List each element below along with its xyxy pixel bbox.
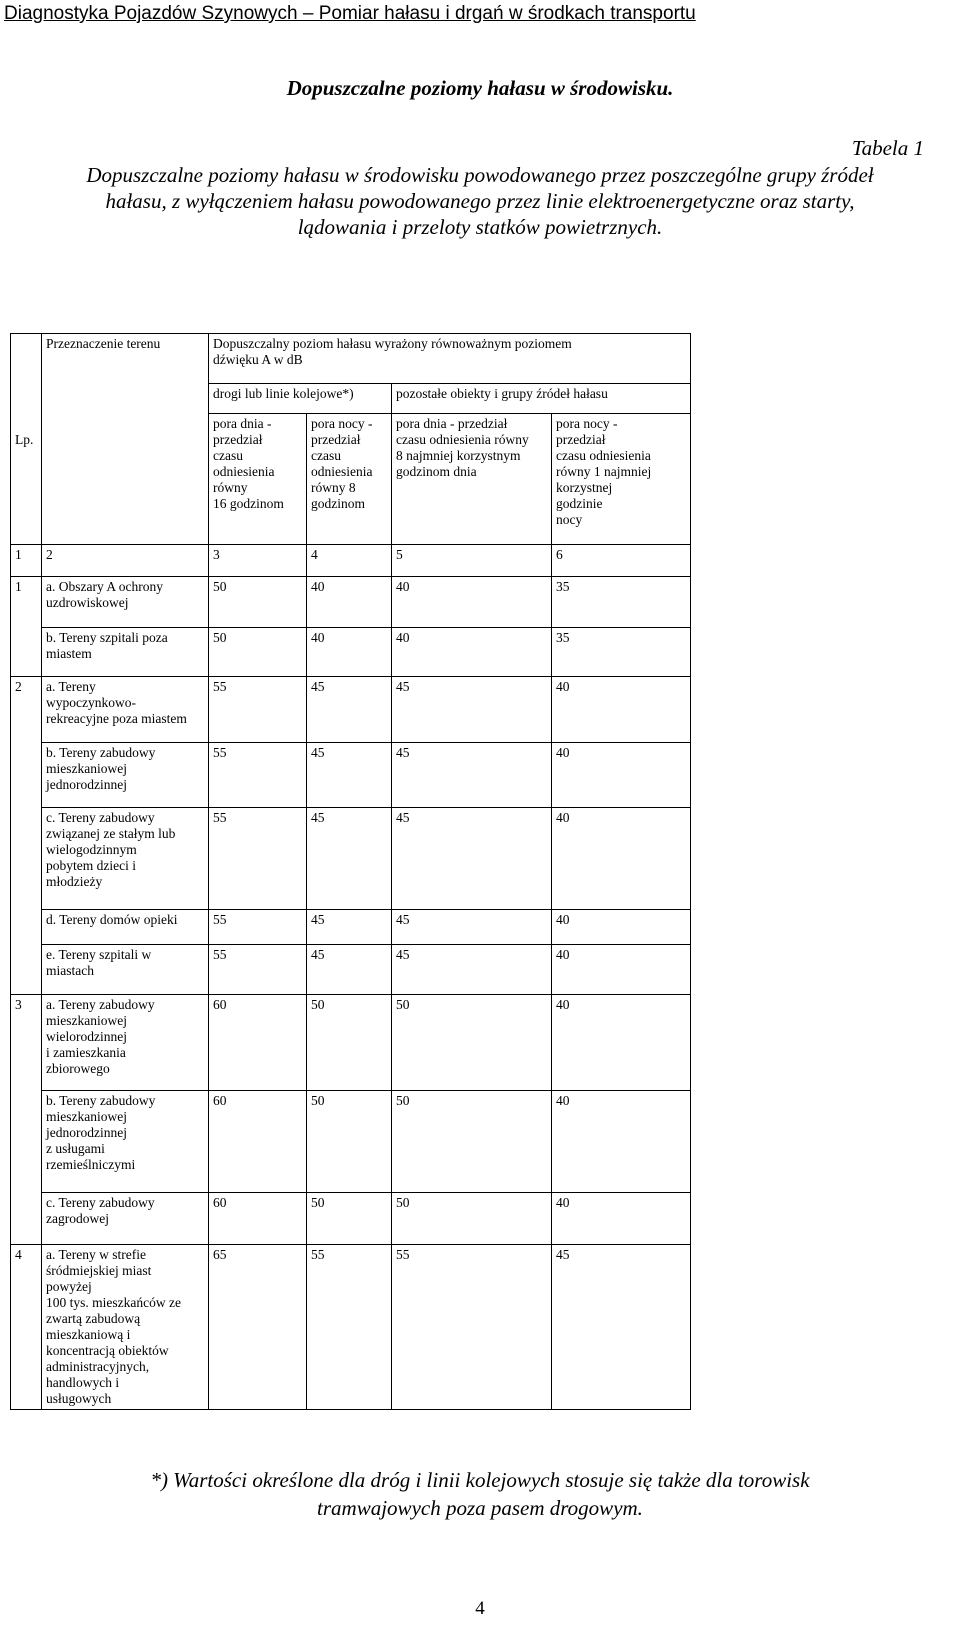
row-night-other: 40 xyxy=(552,995,691,1091)
table-row xyxy=(11,677,691,743)
column-number: 4 xyxy=(307,545,392,577)
header-col-3: pora dnia - przedział czasu odniesienia równy 16 godzinom xyxy=(209,414,307,545)
row-day-roads: 55 xyxy=(209,808,307,910)
row-day-other: 45 xyxy=(392,677,552,743)
table-number: Tabela 1 xyxy=(851,136,924,160)
row-day-roads: 50 xyxy=(209,577,307,628)
row-lp xyxy=(11,1193,42,1245)
row-lp: 4 xyxy=(11,1245,42,1410)
row-night-other: 45 xyxy=(552,1245,691,1410)
row-land-use: b. Tereny szpitali poza miastem xyxy=(42,628,209,677)
row-night-roads: 45 xyxy=(307,808,392,910)
table-row xyxy=(11,743,691,808)
caption-line: Dopuszczalne poziomy hałasu w środowisku powodowanego przez poszczególne grupy źródeł xyxy=(86,163,874,187)
row-night-other: 40 xyxy=(552,910,691,945)
row-land-use: a. Tereny wypoczynkowo- rekreacyjne poza miastem xyxy=(42,677,209,743)
footnote xyxy=(0,1466,960,1522)
header-level-title: Dopuszczalny poziom hałasu wyrażony równoważnym poziomem dźwięku A w dB xyxy=(209,334,691,384)
row-land-use: a. Tereny zabudowy mieszkaniowej wielorodzinnej i zamieszkania zbiorowego xyxy=(42,995,209,1091)
column-number: 2 xyxy=(42,545,209,577)
row-night-roads: 50 xyxy=(307,1193,392,1245)
row-day-other: 45 xyxy=(392,945,552,995)
header-row xyxy=(11,334,691,384)
row-lp xyxy=(11,910,42,945)
row-lp: 3 xyxy=(11,995,42,1091)
row-day-other: 40 xyxy=(392,577,552,628)
row-land-use: c. Tereny zabudowy zagrodowej xyxy=(42,1193,209,1245)
row-day-other: 45 xyxy=(392,808,552,910)
footnote-line: *) Wartości określone dla dróg i linii kolejowych stosuje się także dla torowisk xyxy=(150,1468,810,1492)
row-night-roads: 50 xyxy=(307,995,392,1091)
footnote-line: tramwajowych poza pasem drogowym. xyxy=(317,1496,643,1520)
row-lp xyxy=(11,1091,42,1193)
row-day-other: 55 xyxy=(392,1245,552,1410)
table-row xyxy=(11,1193,691,1245)
table-row xyxy=(11,1245,691,1410)
table-row xyxy=(11,577,691,628)
row-night-roads: 45 xyxy=(307,945,392,995)
table-row xyxy=(11,945,691,995)
row-lp xyxy=(11,628,42,677)
row-lp xyxy=(11,743,42,808)
row-day-other: 50 xyxy=(392,995,552,1091)
page-number: 4 xyxy=(475,1598,485,1619)
row-land-use: b. Tereny zabudowy mieszkaniowej jednorodzinnej z usługami rzemieślniczymi xyxy=(42,1091,209,1193)
row-night-other: 40 xyxy=(552,743,691,808)
row-day-roads: 60 xyxy=(209,1193,307,1245)
header-group-roads: drogi lub linie kolejowe*) xyxy=(209,384,392,414)
row-night-other: 40 xyxy=(552,677,691,743)
row-night-roads: 45 xyxy=(307,910,392,945)
row-day-roads: 55 xyxy=(209,743,307,808)
header-lp: Lp. xyxy=(11,334,42,545)
row-day-other: 50 xyxy=(392,1091,552,1193)
row-night-other: 40 xyxy=(552,1091,691,1193)
row-day-roads: 60 xyxy=(209,1091,307,1193)
column-number: 3 xyxy=(209,545,307,577)
row-day-roads: 65 xyxy=(209,1245,307,1410)
noise-limits-table xyxy=(10,333,691,1410)
table-row xyxy=(11,995,691,1091)
header-group-other: pozostałe obiekty i grupy źródeł hałasu xyxy=(392,384,691,414)
header-col-5: pora dnia - przedział czasu odniesienia równy 8 najmniej korzystnym godzinom dnia xyxy=(392,414,552,545)
table-caption xyxy=(0,162,960,240)
row-day-other: 40 xyxy=(392,628,552,677)
row-night-roads: 50 xyxy=(307,1091,392,1193)
row-lp: 2 xyxy=(11,677,42,743)
row-land-use: b. Tereny zabudowy mieszkaniowej jednorodzinnej xyxy=(42,743,209,808)
row-day-roads: 50 xyxy=(209,628,307,677)
table-row xyxy=(11,910,691,945)
row-land-use: e. Tereny szpitali w miastach xyxy=(42,945,209,995)
row-day-other: 45 xyxy=(392,910,552,945)
header-col-4: pora nocy - przedział czasu odniesienia równy 8 godzinom xyxy=(307,414,392,545)
row-night-other: 40 xyxy=(552,945,691,995)
row-land-use: d. Tereny domów opieki xyxy=(42,910,209,945)
caption-line: hałasu, z wyłączeniem hałasu powodowanego przez linie elektroenergetyczne oraz starty, xyxy=(105,189,855,213)
row-day-roads: 55 xyxy=(209,945,307,995)
row-lp: 1 xyxy=(11,577,42,628)
column-number: 6 xyxy=(552,545,691,577)
running-header-text: Diagnostyka Pojazdów Szynowych – Pomiar hałasu i drgań w środkach transportu xyxy=(4,3,696,24)
row-day-roads: 55 xyxy=(209,677,307,743)
row-night-roads: 40 xyxy=(307,577,392,628)
running-header xyxy=(4,2,956,26)
row-day-other: 50 xyxy=(392,1193,552,1245)
row-night-roads: 45 xyxy=(307,677,392,743)
row-day-roads: 60 xyxy=(209,995,307,1091)
document-title: Dopuszczalne poziomy hałasu w środowisku. xyxy=(286,76,674,100)
row-day-roads: 55 xyxy=(209,910,307,945)
row-night-roads: 45 xyxy=(307,743,392,808)
row-lp xyxy=(11,808,42,910)
table-row xyxy=(11,628,691,677)
row-night-roads: 40 xyxy=(307,628,392,677)
column-number: 1 xyxy=(11,545,42,577)
row-night-other: 35 xyxy=(552,577,691,628)
column-number: 5 xyxy=(392,545,552,577)
row-night-other: 40 xyxy=(552,808,691,910)
row-land-use: a. Tereny w strefie śródmiejskiej miast powyżej 100 tys. mieszkańców ze zwartą zabudową mieszkaniową i koncentracją obiektów administracyjnych, handlowych i usługowych xyxy=(42,1245,209,1410)
column-number-row xyxy=(11,545,691,577)
row-night-roads: 55 xyxy=(307,1245,392,1410)
row-night-other: 35 xyxy=(552,628,691,677)
row-night-other: 40 xyxy=(552,1193,691,1245)
row-land-use: a. Obszary A ochrony uzdrowiskowej xyxy=(42,577,209,628)
table-row xyxy=(11,1091,691,1193)
table-row xyxy=(11,808,691,910)
header-land-use: Przeznaczenie terenu xyxy=(42,334,209,545)
row-day-other: 45 xyxy=(392,743,552,808)
row-land-use: c. Tereny zabudowy związanej ze stałym lub wielogodzinnym pobytem dzieci i młodzieży xyxy=(42,808,209,910)
row-lp xyxy=(11,945,42,995)
caption-line: lądowania i przeloty statków powietrznych. xyxy=(297,215,663,239)
header-col-6: pora nocy - przedział czasu odniesienia równy 1 najmniej korzystnej godzinie nocy xyxy=(552,414,691,545)
